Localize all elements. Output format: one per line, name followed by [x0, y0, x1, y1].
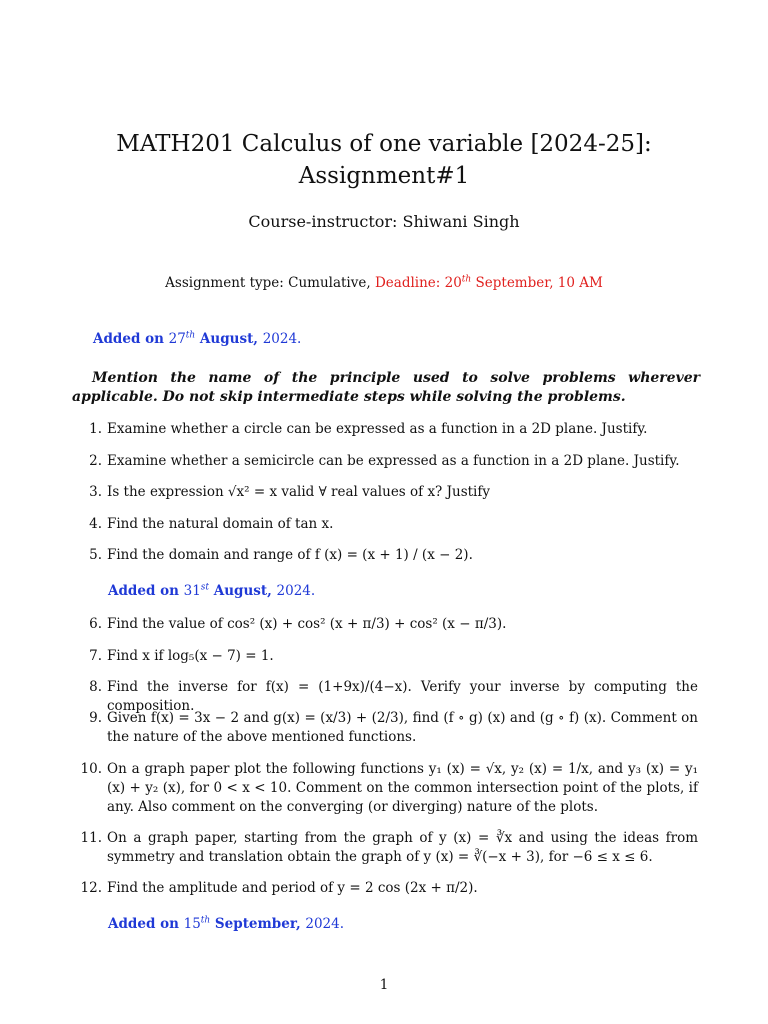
question-3-text: Is the expression √x² = x valid ∀ real values of x? Justify	[107, 484, 490, 500]
course-instructor: Course-instructor: Shiwani Singh	[248, 212, 520, 231]
question-12-text: Find the amplitude and period of y = 2 cos (2x + π/2).	[107, 880, 478, 896]
question-4-text: Find the natural domain of tan x.	[107, 516, 334, 532]
question-1-text: Examine whether a circle can be expressed as a function in a 2D plane. Justify.	[107, 421, 648, 437]
section-added-3: Added on 15th September, 2024.	[108, 915, 345, 932]
question-9: 9. Given f(x) = 3x − 2 and g(x) = (x/3) + (2/3), find (f ∘ g) (x) and (g ∘ f) (x). Comment on the nature of the above mentioned functions.	[89, 710, 698, 745]
question-5-text: Find the domain and range of f (x) = (x + 1) / (x − 2).	[107, 547, 473, 563]
document-title	[0, 128, 768, 192]
question-5: 5. Find the domain and range of f (x) = (x + 1) / (x − 2).	[72, 546, 698, 565]
assignment-type-prefix: Assignment type: Cumulative,	[165, 275, 375, 291]
question-2: 2. Examine whether a semicircle can be expressed as a function in a 2D plane. Justify.	[72, 452, 698, 471]
instructions: Mention the name of the principle used to solve problems wherever applicable. Do not skip intermediate steps while solving the problems.	[72, 370, 700, 405]
question-4: 4. Find the natural domain of tan x.	[72, 515, 698, 534]
question-2-text: Examine whether a semicircle can be expressed as a function in a 2D plane. Justify.	[107, 453, 680, 469]
question-11-text: On a graph paper, starting from the graph of y (x) = ∛x and using the ideas from symmetry and translation obtain the graph of y (x) = ∛(−x + 3), for −6 ≤ x ≤ 6.	[107, 830, 698, 865]
question-8-text: Find the inverse for f(x) = (1+9x)/(4−x). Verify your inverse by computing the composition.	[107, 679, 698, 714]
question-9-text: Given f(x) = 3x − 2 and g(x) = (x/3) + (2/3), find (f ∘ g) (x) and (g ∘ f) (x). Comment on the nature of the above mentioned functions.	[107, 710, 698, 745]
question-10-text: On a graph paper plot the following functions y₁ (x) = √x, y₂ (x) = 1/x, and y₃ (x) = y₁ (x) + y₂ (x), for 0 < x < 10. Comment on the common intersection point of the plots, if any. Also comment on the converging (or diverging) nature of the plots.	[107, 761, 698, 815]
question-8: 8. Find the inverse for f(x) = (1+9x)/(4−x). Verify your inverse by computing the composition.	[89, 679, 698, 714]
section-added-1: Added on 27th August, 2024.	[93, 330, 302, 347]
question-6-text: Find the value of cos² (x) + cos² (x + π/3) + cos² (x − π/3).	[107, 616, 507, 632]
assignment-type	[0, 275, 768, 291]
question-7: 7. Find x if log₅(x − 7) = 1.	[72, 647, 698, 666]
question-6: 6. Find the value of cos² (x) + cos² (x + π/3) + cos² (x − π/3).	[72, 615, 698, 634]
question-12: 12. Find the amplitude and period of y = 2 cos (2x + π/2).	[72, 879, 698, 898]
title-line-2: Assignment#1	[298, 163, 470, 189]
deadline: Deadline: 20th September, 10 AM	[374, 274, 603, 291]
question-3: 3. Is the expression √x² = x valid ∀ real values of x? Justify	[72, 483, 698, 502]
question-1: 1. Examine whether a circle can be expressed as a function in a 2D plane. Justify.	[72, 420, 698, 439]
question-11: 11. On a graph paper, starting from the graph of y (x) = ∛x and using the ideas from symmetry and translation obtain the graph of y (x) = ∛(−x + 3), for −6 ≤ x ≤ 6.	[80, 830, 698, 865]
question-7-text: Find x if log₅(x − 7) = 1.	[107, 648, 274, 664]
title-line-1: MATH201 Calculus of one variable [2024-25]:	[116, 131, 652, 157]
section-added-2: Added on 31st August, 2024.	[108, 582, 316, 599]
page-number: 1	[379, 977, 389, 993]
question-10: 10. On a graph paper plot the following functions y₁ (x) = √x, y₂ (x) = 1/x, and y₃ (x) = y₁ (x) + y₂ (x), for 0 < x < 10. Comment on the common intersection point of the plots, if any. Also comment on the converging (or diverging) nature of the plots.	[80, 761, 698, 815]
